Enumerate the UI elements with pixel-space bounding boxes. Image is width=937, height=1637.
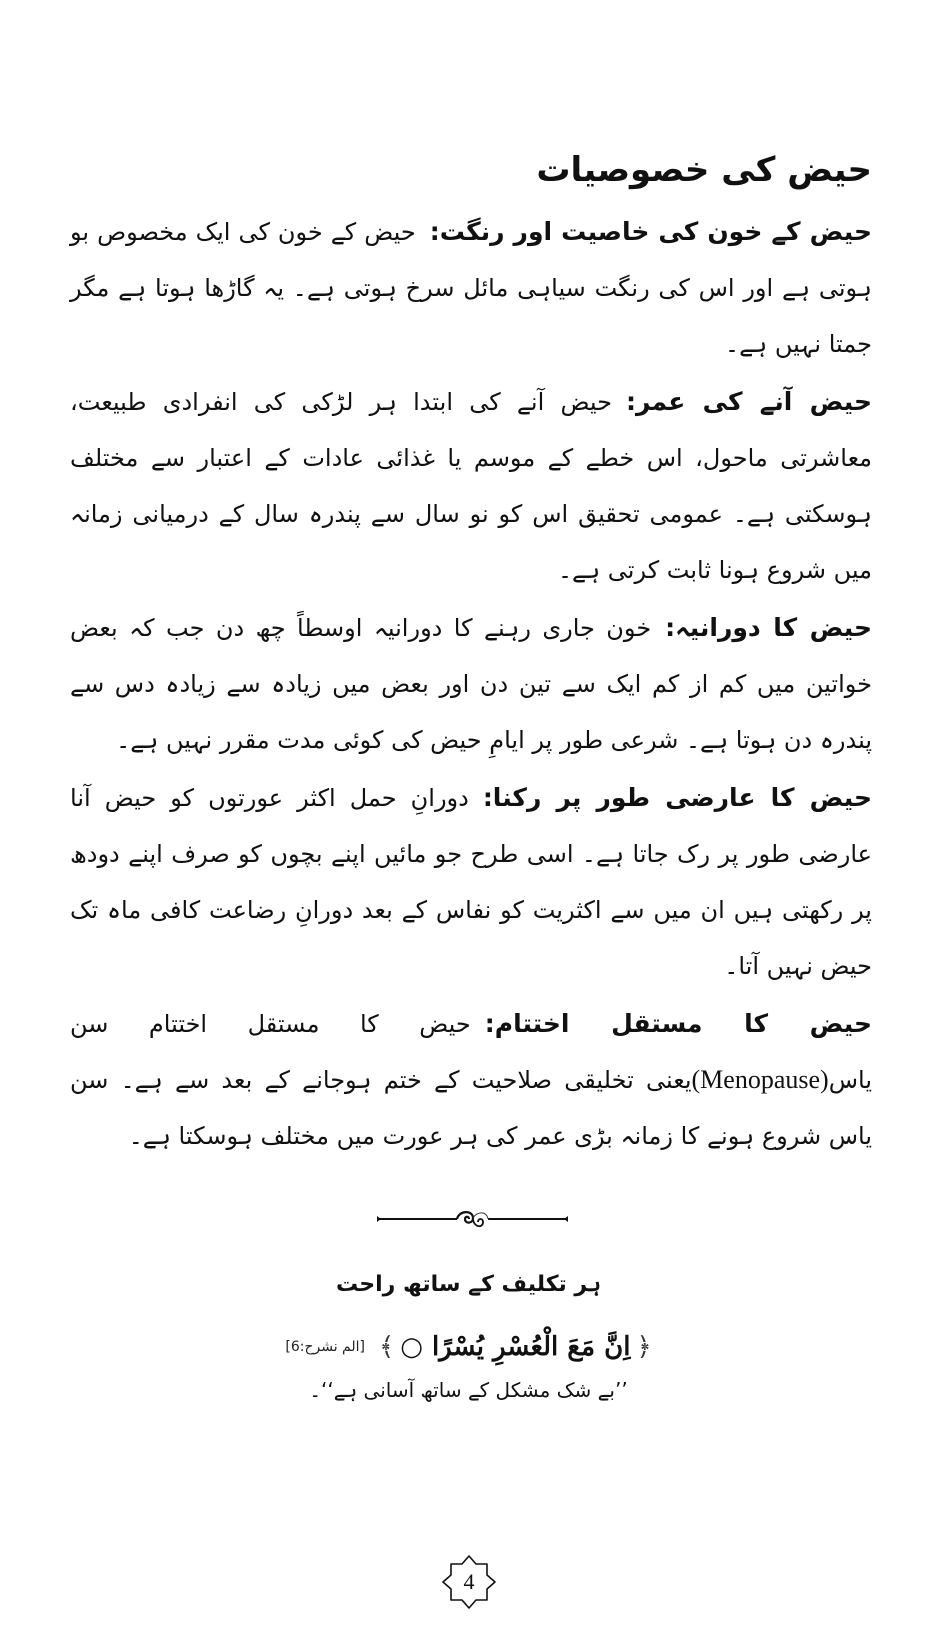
- section-body: حیض آنے کی ابتدا ہر لڑکی کی انفرادی طبیعت، معاشرتی ماحول، اس خطے کے موسم یا غذائی عادات کے اعتبار سے مختلف ہوسکتی ہے۔ عمومی تحقیق اس کو نو سال سے پندرہ سال کے درمیانی زمانہ میں شروع ہونا ثابت کرتی ہے۔: [70, 388, 872, 584]
- section-permanent-end: [70, 996, 872, 1164]
- section-body: حیض کے خون کی ایک مخصوص بو ہوتی ہے اور اس کی رنگت سیاہی مائل سرخ ہوتی ہے۔ یہ گاڑھا ہوتا ہے مگر جمتا نہیں ہے۔: [70, 218, 872, 358]
- section-blood-characteristics: [70, 204, 872, 372]
- section-temporary-stop: [70, 770, 872, 994]
- page-number-badge: [440, 1553, 498, 1611]
- page-title: حیض کی خصوصیات: [536, 150, 872, 190]
- ornamental-divider-icon: [375, 1208, 570, 1230]
- quran-verse: اِنَّ مَعَ الْعُسْرِ يُسْرًا ○: [400, 1332, 631, 1362]
- ornate-bracket-open-icon: ﴿: [636, 1332, 652, 1362]
- closing-title: ہر تکلیف کے ساتھ راحت: [336, 1272, 601, 1297]
- section-body: دورانِ حمل اکثر عورتوں کو حیض آنا عارضی طور پر رک جاتا ہے۔ اسی طرح جو مائیں اپنے بچوں کو صرف اپنے دودھ پر رکھتی ہیں ان میں سے اکثریت کو نفاس کے بعد دورانِ رضاعت کافی ماہ تک حیض نہیں آتا۔: [70, 784, 872, 980]
- page-content: [70, 140, 872, 1166]
- section-heading: حیض کا دورانیہ:: [665, 613, 872, 642]
- section-body: خون جاری رہنے کا دورانیہ اوسطاً چھ دن جب کہ بعض خواتین میں کم از کم ایک سے تین دن اور بعض میں زیادہ سے زیادہ دس سے پندرہ دن ہوتا ہے۔ شرعی طور پر ایامِ حیض کی کوئی مدت مقرر نہیں ہے۔: [70, 614, 872, 754]
- section-heading: حیض کا مستقل اختتام:: [484, 1009, 872, 1038]
- page-number: 4: [463, 1569, 475, 1594]
- section-body-part-2: یعنی تخلیقی صلاحیت کے ختم ہوجانے کے بعد سے ہے۔ سن یاس شروع ہونے کا زمانہ بڑی عمر کی ہر عورت میں مختلف ہوسکتا ہے۔: [70, 1066, 872, 1150]
- section-onset-age: [70, 374, 872, 598]
- section-duration: [70, 600, 872, 768]
- section-body-part-1: حیض کا مستقل اختتام سن یاس: [70, 1010, 872, 1094]
- closing-quote-block: [0, 1265, 937, 1409]
- verse-translation: ’’بے شک مشکل کے ساتھ آسانی ہے‘‘۔: [309, 1378, 628, 1402]
- verse-citation: [الم نشرح:6]: [285, 1339, 365, 1355]
- section-heading: حیض کا عارضی طور پر رکنا:: [482, 783, 872, 812]
- section-heading: حیض کے خون کی خاصیت اور رنگت:: [429, 217, 872, 246]
- menopause-term: (Menopause): [691, 1065, 829, 1094]
- ornate-bracket-close-icon: ﴾: [378, 1332, 395, 1362]
- section-heading: حیض آنے کی عمر:: [625, 387, 872, 416]
- quran-verse-line: [0, 1327, 937, 1367]
